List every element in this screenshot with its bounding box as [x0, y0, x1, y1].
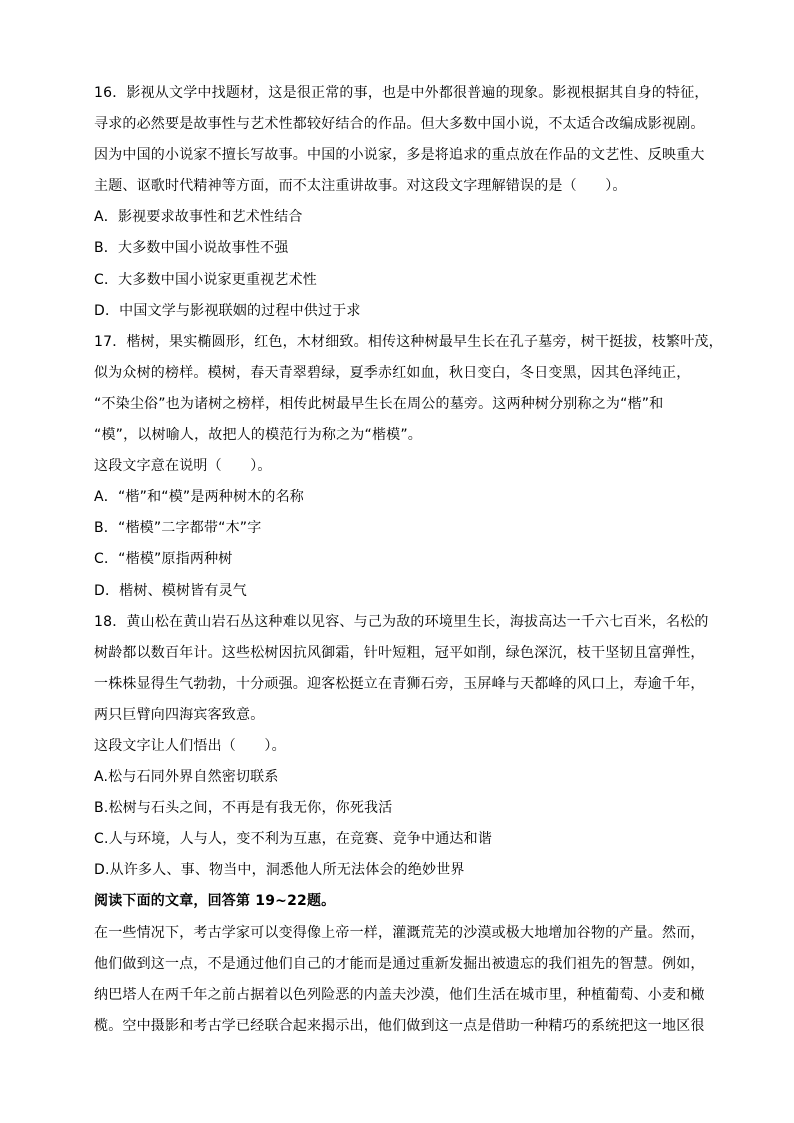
question-line: 这段文字意在说明（ ）。: [94, 458, 272, 475]
passage-line: 榄。空中摄影和考古学已经联合起来揭示出，他们做到这一点是借助一种精巧的系统把这一地区很: [94, 1017, 705, 1034]
question-line: 主题、讴歌时代精神等方面，而不太注重讲故事。对这段文字理解错误的是（ ）。: [94, 178, 627, 195]
answer-option: C．大多数中国小说家更重视艺术性: [94, 271, 317, 288]
answer-option: D．中国文学与影视联姻的过程中供过于求: [94, 302, 361, 319]
passage-line: 纳巴塔人在两千年之前占据着以色列险恶的内盖夫沙漠，他们生活在城市里，种植葡萄、小麦和橄: [94, 986, 705, 1003]
answer-option: A．“楷”和“模”是两种树木的名称: [94, 489, 304, 506]
answer-option: C.人与环境，人与人，变不利为互惠，在竞赛、竞争中通达和谐: [94, 831, 493, 848]
question-line: 17．楷树，果实椭圆形，红色，木材细致。相传这种树最早生长在孔子墓旁，树干挺拔，枝繁叶茂，: [94, 333, 723, 350]
question-line: 因为中国的小说家不擅长写故事。中国的小说家，多是将追求的重点放在作品的文艺性、反映重大: [94, 147, 705, 164]
question-line: 似为众树的榜样。模树，春天青翠碧绿，夏季赤红如血，秋日变白，冬日变黑，因其色泽纯正，: [94, 364, 691, 381]
answer-option: C．“楷模”原指两种树: [94, 551, 233, 568]
answer-option: B．“楷模”二字都带“木”字: [94, 520, 262, 537]
question-line: 这段文字让人们悟出（ ）。: [94, 737, 286, 754]
question-line: 寻求的必然要是故事性与艺术性都较好结合的作品。但大多数中国小说，不太适合改编成影视剧。: [94, 116, 705, 133]
question-line: 两只巨臂向四海宾客致意。: [94, 706, 265, 723]
answer-option: D.从许多人、事、物当中，洞悉他人所无法体会的绝妙世界: [94, 862, 465, 879]
passage-line: 在一些情况下，考古学家可以变得像上帝一样，灌溉荒芜的沙漠或极大地增加谷物的产量。然而，: [94, 924, 705, 941]
section-heading: 阅读下面的文章，回答第 19~22题。: [94, 893, 336, 910]
question-line: “模”，以树喻人，故把人的模范行为称之为“楷模”。: [94, 427, 423, 444]
question-line: 16．影视从文学中找题材，这是很正常的事，也是中外都很普遍的现象。影视根据其自身的特征，: [94, 85, 709, 101]
document-page: [94, 78, 734, 1042]
answer-option: B.松树与石头之间，不再是有我无你，你死我活: [94, 800, 393, 817]
question-line: “不染尘俗”也为诸树之榜样，相传此树最早生长在周公的墓旁。这两种树分别称之为“楷”和: [94, 395, 664, 412]
question-line: 18．黄山松在黄山岩石丛这种难以见容、与己为敌的环境里生长，海拔高达一千六七百米，名松的: [94, 613, 709, 630]
question-line: 树龄都以数百年计。这些松树因抗风御霜，针叶短粗，冠平如削，绿色深沉，枝干坚韧且富弹性，: [94, 644, 705, 661]
passage-line: 他们做到这一点，不是通过他们自己的才能而是通过重新发掘出被遗忘的我们祖先的智慧。例如，: [94, 955, 705, 972]
answer-option: A.松与石同外界自然密切联系: [94, 769, 279, 786]
answer-option: A．影视要求故事性和艺术性结合: [94, 209, 303, 226]
answer-option: B．大多数中国小说故事性不强: [94, 240, 289, 257]
question-line: 一株株显得生气勃勃，十分顽强。迎客松挺立在青狮石旁，玉屏峰与天都峰的风口上，寿逾千年，: [94, 675, 705, 692]
answer-option: D．楷树、模树皆有灵气: [94, 582, 247, 599]
